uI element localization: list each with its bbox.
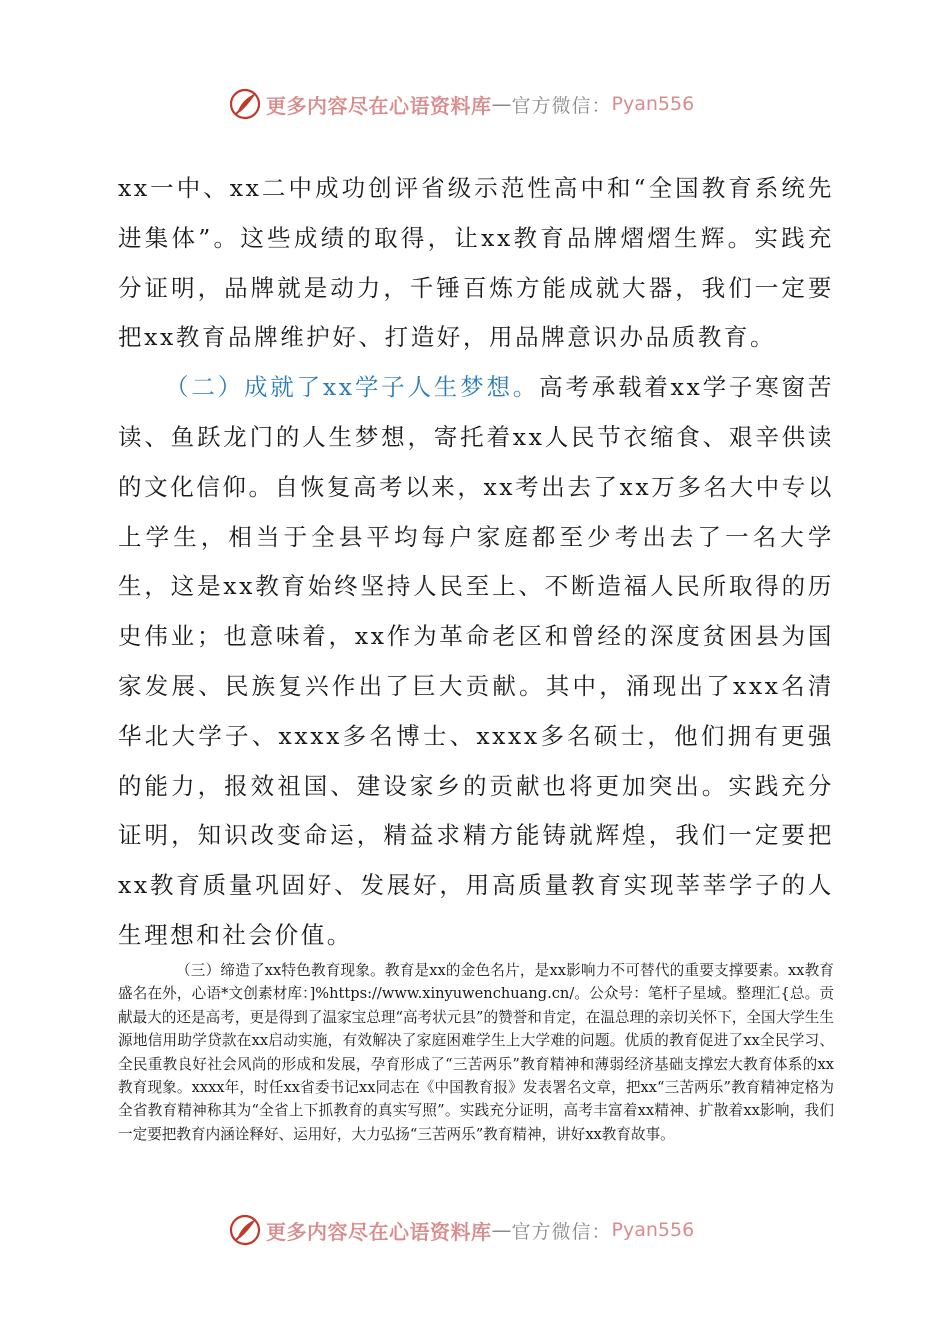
watermark-wechat-id: Pyan556 — [611, 1219, 695, 1241]
paragraph-2 — [118, 363, 834, 961]
watermark-dash: — — [491, 92, 512, 116]
small-body — [118, 959, 834, 1146]
paragraph-2-body: 高考承载着xx学子寒窗苦读、鱼跃龙门的人生梦想，寄托着xx人民节衣缩食、艰辛供读的文化信仰。自恢复高考以来，xx考出去了xx万多名大中专以上学生，相当于全县平均每户家庭都至少考出去了一名大学生，这是xx教育始终坚持人民至上、不断造福人民所取得的历史伟业；也意味着，xx作为革命老区和曾经的深度贫困县为国家发展、民族复兴作出了巨大贡献。其中，涌现出了xxx名清华北大学子、xxxx多名博士、xxxx多名硕士，他们拥有更强的能力，报效祖国、建设家乡的贡献也将更加突出。实践充分证明，知识改变命运，精益求精方能铸就辉煌，我们一定要把xx教育质量巩固好、发展好，用高质量教育实现莘莘学子的人生理想和社会价值。 — [118, 373, 834, 949]
watermark-official-label: 官方微信： — [511, 94, 612, 117]
paragraph-3: （三）缔造了xx特色教育现象。教育是xx的金色名片，是xx影响力不可替代的重要支撑要素。xx教育盛名在外，心语*文创素材库：]%https://www.xinyuwenchuang.cn/。公众号：笔杆子星域。整理汇{总。贡献最大的还是高考，更是得到了温家宝总理“高考状元县”的赞誉和肯定，在温总理的亲切关怀下，全国大学生生源地信用助学贷款在xx启动实施，有效解决了家庭困难学生上大学难的问题。优质的教育促进了xx全民学习、全民重教良好社会风尚的形成和发展，孕育形成了“三苦两乐”教育精神和薄弱经济基础支撑宏大教育体系的xx教育现象。xxxx年，时任xx省委书记xx同志在《中国教育报》发表署名文章，把xx“三苦两乐”教育精神定格为全省教育精神称其为“全省上下抓教育的真实写照”。实践充分证明，高考丰富着xx精神、扩散着xx影响，我们一定要把教育内涵诠释好、运用好，大力弘扬“三苦两乐”教育精神，讲好xx教育故事。 — [118, 962, 834, 1143]
quill-logo-icon — [228, 1213, 262, 1247]
header-watermark — [228, 84, 694, 124]
paragraph-1: xx一中、xx二中成功创评省级示范性高中和“全国教育系统先进集体”。这些成绩的取得，让xx教育品牌熠熠生辉。实践充分证明，品牌就是动力，千锤百炼方能成就大器，我们一定要把xx教育品牌维护好、打造好，用品牌意识办品质教育。 — [118, 174, 834, 352]
watermark-official-label: 官方微信： — [511, 1220, 612, 1243]
quill-logo-icon — [228, 87, 262, 121]
section-heading-2: （二）成就了xx学子人生梦想。 — [165, 373, 540, 402]
watermark-main-text: 更多内容尽在心语资料库 — [266, 1219, 492, 1244]
main-body — [118, 164, 834, 961]
watermark-dash: — — [491, 1218, 512, 1242]
watermark-wechat-id: Pyan556 — [611, 93, 695, 115]
watermark-main-text: 更多内容尽在心语资料库 — [266, 93, 492, 118]
footer-watermark — [228, 1210, 694, 1250]
